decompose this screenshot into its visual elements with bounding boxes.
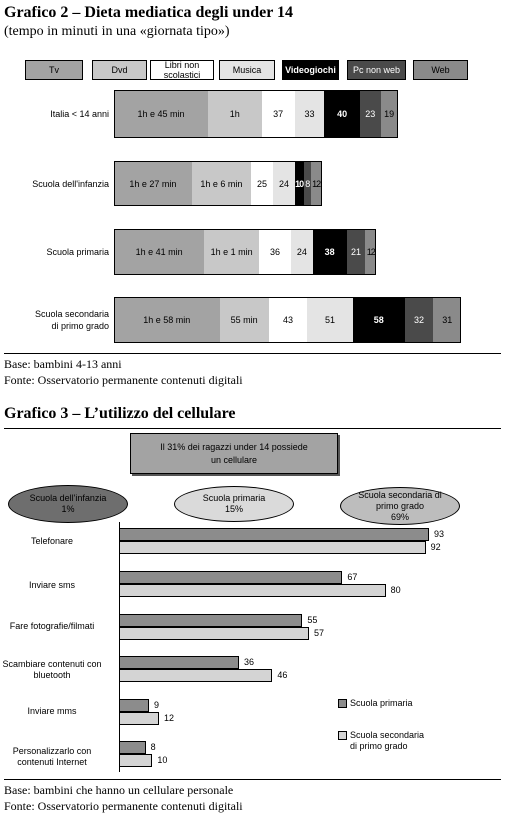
- data-label: 55: [307, 615, 318, 625]
- bar-segment: 38: [313, 229, 347, 275]
- bar-segment: 23: [360, 90, 381, 138]
- bar: [119, 528, 429, 541]
- bar-segment: 32: [405, 297, 434, 343]
- legend-item: [92, 60, 147, 80]
- legend-label: Videogiochi: [285, 65, 336, 75]
- oval-text: [18, 493, 118, 515]
- oval-label: Scuola primaria: [202, 493, 266, 503]
- data-label: 9: [154, 700, 160, 710]
- bar-outline: [114, 229, 376, 275]
- chart2-bottom-rule: [4, 353, 501, 354]
- chart3-base-note: Base: bambini che hanno un cellulare personale: [4, 783, 234, 797]
- chart2-base-note: Base: bambini 4-13 anni: [4, 357, 122, 371]
- chart2-subtitle: (tempo in minuti in una «giornata tipo»): [4, 24, 230, 39]
- bar: [119, 627, 309, 640]
- data-label: 8: [150, 742, 156, 752]
- bar-segment: 8: [304, 161, 311, 206]
- data-label: 36: [244, 657, 255, 667]
- school-oval: [174, 486, 294, 522]
- bar: [119, 541, 426, 554]
- bar-outline: [114, 161, 322, 206]
- bar-segment: 33: [295, 90, 325, 138]
- category-label: Personalizzarlo con contenuti Internet: [12, 746, 92, 767]
- bar: [119, 584, 386, 597]
- category-label: Italia < 14 anni: [50, 109, 109, 119]
- category-label: Telefonare: [30, 536, 74, 546]
- bar-segment: 51: [307, 297, 353, 343]
- bar-segment: 12: [365, 229, 376, 275]
- chart3-title: Grafico 3 – L’utilizzo del cellulare: [4, 405, 236, 422]
- legend-label: Libri non scolastici: [163, 60, 201, 80]
- bar-segment: 36: [259, 229, 291, 275]
- legend-item: [282, 60, 339, 80]
- bar: [119, 712, 159, 725]
- data-label: 12: [164, 713, 175, 723]
- bar-segment: 21: [347, 229, 366, 275]
- data-label: 92: [430, 542, 441, 552]
- bar-segment: 43: [269, 297, 307, 343]
- school-oval: [8, 485, 128, 523]
- bar-segment: 25: [251, 161, 273, 206]
- bar-segment: 1h e 41 min: [114, 229, 204, 275]
- data-label: 10: [157, 755, 168, 765]
- category-label: Scuola primaria: [46, 247, 109, 257]
- category-label: Fare fotografie/filmati: [9, 621, 95, 631]
- category-label: Inviare sms: [28, 580, 75, 590]
- bar: [119, 571, 342, 584]
- data-label: 67: [347, 572, 358, 582]
- bar: [119, 699, 149, 712]
- oval-value: 69%: [390, 511, 409, 522]
- bar-segment: 24: [291, 229, 312, 275]
- oval-value: 1%: [61, 504, 75, 514]
- legend-item: [413, 60, 468, 80]
- data-label: 80: [390, 585, 401, 595]
- legend-label: Pc non web: [352, 65, 401, 75]
- legend-item: [25, 60, 83, 80]
- legend-label: Scuola secondaria di primo grado: [350, 730, 425, 751]
- legend-item: [347, 60, 406, 80]
- category-label: Scambiare contenuti con bluetooth: [2, 659, 102, 680]
- bar-outline: [114, 297, 461, 343]
- bar-segment: 10: [295, 161, 304, 206]
- oval-text: [184, 493, 284, 515]
- bar-segment: 12: [311, 161, 322, 206]
- legend-item: [150, 60, 214, 80]
- data-label: 57: [314, 628, 325, 638]
- bar-segment: 40: [324, 90, 360, 138]
- legend-label: Dvd: [111, 65, 128, 75]
- bar: [119, 741, 146, 754]
- category-label: Scuola dell'infanzia: [32, 178, 109, 189]
- bar-segment: 1h e 6 min: [192, 161, 251, 206]
- legend-label: Scuola primaria: [350, 698, 413, 708]
- data-label: 46: [277, 670, 288, 680]
- legend-label: Musica: [232, 65, 262, 75]
- legend-item: [219, 60, 275, 80]
- oval-text: [350, 490, 450, 523]
- legend-label: Web: [431, 65, 450, 75]
- bar-segment: 1h e 27 min: [114, 161, 192, 206]
- chart3-bottom-rule: [4, 779, 501, 780]
- bar-segment: 1h e 1 min: [204, 229, 259, 275]
- category-label: Inviare mms: [27, 706, 77, 716]
- bar: [119, 656, 239, 669]
- y-axis-line: [119, 522, 120, 772]
- bar-segment: 1h: [208, 90, 262, 138]
- bar-segment: 55 min: [220, 297, 269, 343]
- bar-segment: 37: [262, 90, 295, 138]
- chart3-top-rule: [4, 428, 501, 429]
- bar-segment: 58: [353, 297, 405, 343]
- bar-segment: 1h e 45 min: [114, 90, 208, 138]
- chart3-callout-box: [130, 433, 338, 474]
- chart3-source-note: Fonte: Osservatorio permanente contenuti digitali: [4, 799, 243, 813]
- bar: [119, 669, 272, 682]
- bar-segment: 31: [433, 297, 461, 343]
- chart3-callout-text: Il 31% dei ragazzi under 14 possiede un cellulare: [160, 441, 308, 465]
- bar-outline: [114, 90, 398, 138]
- legend-swatch: [338, 699, 347, 708]
- bar-segment: 1h e 58 min: [114, 297, 220, 343]
- oval-label: Scuola secondaria di primo grado: [358, 489, 442, 511]
- bar: [119, 614, 302, 627]
- school-oval: [340, 487, 460, 525]
- bar-segment: 19: [381, 90, 398, 138]
- bar: [119, 754, 152, 767]
- legend-label: Tv: [49, 65, 59, 75]
- legend-swatch: [338, 731, 347, 740]
- chart2-title: Grafico 2 – Dieta mediatica degli under 14: [4, 4, 293, 21]
- oval-value: 15%: [224, 504, 243, 514]
- chart2-source-note: Fonte: Osservatorio permanente contenuti digitali: [4, 373, 243, 387]
- category-label: Scuola secondaria di primo grado: [34, 309, 109, 331]
- oval-label: Scuola dell'infanzia: [29, 493, 107, 503]
- data-label: 93: [434, 529, 445, 539]
- bar-segment: 24: [273, 161, 294, 206]
